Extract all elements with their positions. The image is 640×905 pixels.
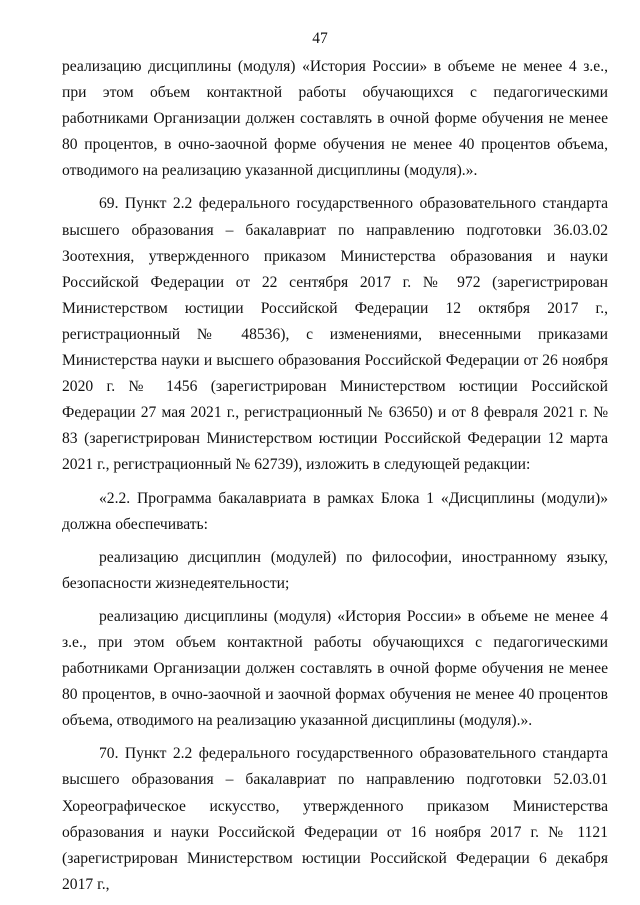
document-body (62, 54, 608, 898)
page-number: 47 (312, 30, 328, 47)
paragraph-item-69: 69. Пункт 2.2 федерального государственного образовательного стандарта высшего образования – бакалавриат по направлению подготовки 36.03.02 Зоотехния, утвержденного приказом Министерства образования и науки Российской Федерации от 22 сентября 2017 г. № 972 (зарегистрирован Министерством юстиции Российской Федерации 12 октября 2017 г., регистрационный № 48536), с изменениями, внесенными приказами Министерства науки и высшего образования Российской Федерации от 26 ноября 2020 г. № 1456 (зарегистрирован Министерством юстиции Российской Федерации 27 мая 2021 г., регистрационный № 63650) и от 8 февраля 2021 г. № 83 (зарегистрирован Министерством юстиции Российской Федерации 12 марта 2021 г., регистрационный № 62739), изложить в следующей редакции: (62, 195, 608, 474)
paragraph-disciplines: реализацию дисциплин (модулей) по философии, иностранному языку, безопасности жизнедеятельности; (62, 548, 608, 592)
paragraph-item-70: 70. Пункт 2.2 федерального государственного образовательного стандарта высшего образования – бакалавриат по направлению подготовки 52.03.01 Хореографическое искусство, утвержденного приказом Министерства образования и науки Российской Федерации от 16 ноября 2017 г. № 1121 (зарегистрирован Министерством юстиции Российской Федерации 6 декабря 2017 г., (62, 745, 608, 893)
paragraph-continuation: реализацию дисциплины (модуля) «История России» в объеме не менее 4 з.е., при этом объем контактной работы обучающихся с педагогическими работниками Организации должен составлять в очной форме обучения не менее 80 процентов, в очно-заочной форме обучения не менее 40 процентов объема, отводимого на реализацию указанной дисциплины (модуля).». (62, 58, 608, 180)
paragraph-history-discipline: реализацию дисциплины (модуля) «История России» в объеме не менее 4 з.е., при этом объем контактной работы обучающихся с педагогическими работниками Организации должен составлять в очной форме обучения не менее 80 процентов, в очно-заочной и заочной формах обучения не менее 40 процентов объема, отводимого на реализацию указанной дисциплины (модуля).». (62, 607, 608, 730)
paragraph-quote-2-2: «2.2. Программа бакалавриата в рамках Блока 1 «Дисциплины (модули)» должна обеспечивать: (62, 489, 608, 533)
